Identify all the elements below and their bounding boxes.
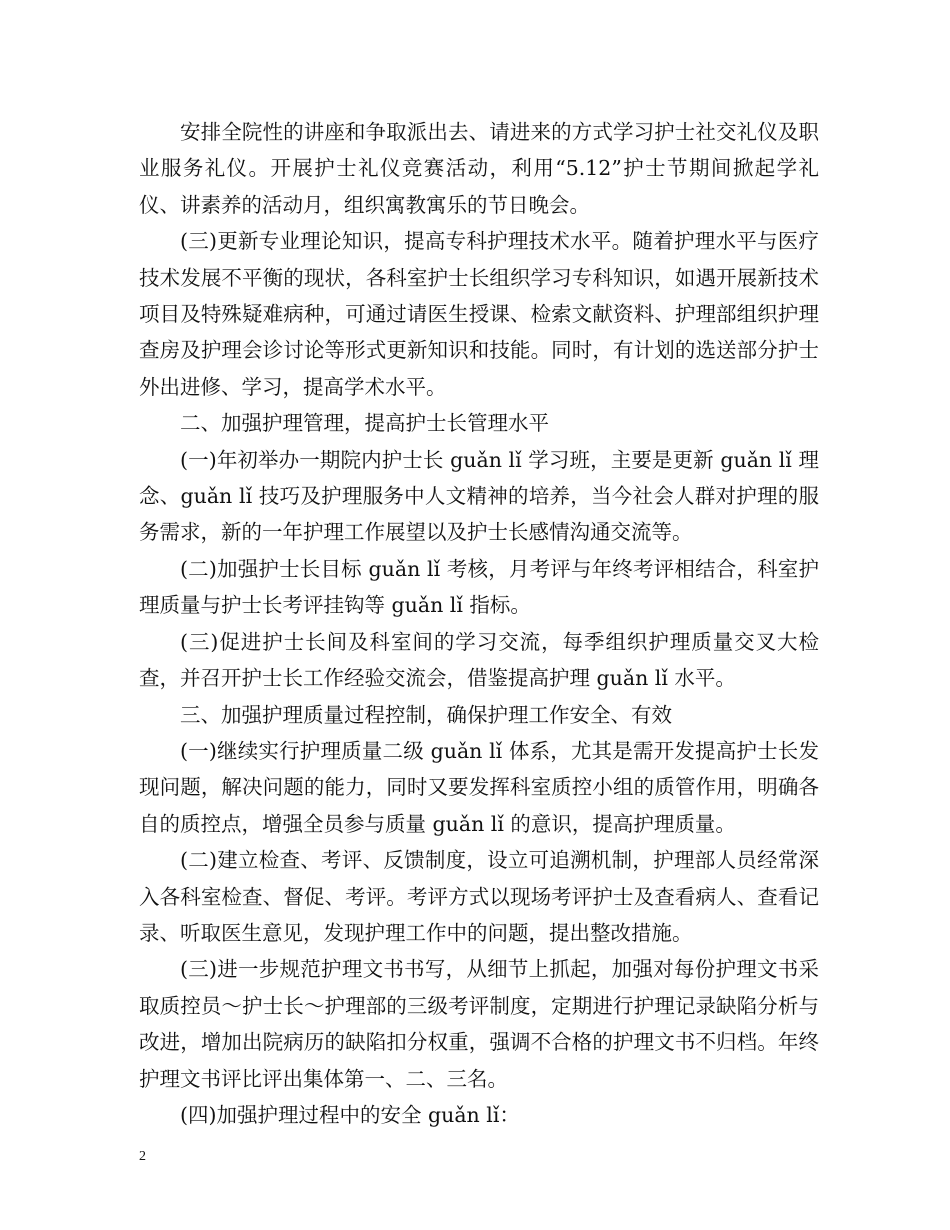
- section-heading-management: 二、加强护理管理，提高护士长管理水平: [180, 411, 549, 436]
- paragraph-exchange: (三)促进护士长间及科室间的学习交流，每季组织护理质量交叉大检查，并召开护士长工作经验交流会，借鉴提高护理 guǎn lǐ 水平。: [139, 629, 819, 691]
- paragraph-documentation: (三)进一步规范护理文书书写，从细节上抓起，加强对每份护理文书采取质控员～护士长～护理部的三级考评制度，定期进行护理记录缺陷分析与改进，增加出院病历的缺陷扣分权重，强调不合格的护理文书不归档。年终护理文书评比评出集体第一、二、三名。: [139, 957, 819, 1091]
- document-body: [139, 114, 819, 1133]
- section-heading-quality-control: 三、加强护理质量过程控制，确保护理工作安全、有效: [180, 702, 672, 727]
- paragraph-target-assessment: (二)加强护士长目标 guǎn lǐ 考核，月考评与年终考评相结合，科室护理质量与护士长考评挂钩等 guǎn lǐ 指标。: [139, 556, 819, 618]
- page-number: 2: [139, 1149, 146, 1164]
- paragraph-two-level-system: (一)继续实行护理质量二级 guǎn lǐ 体系，尤其是需开发提高护士长发现问题，解决问题的能力，同时又要发挥科室质控小组的质管作用，明确各自的质控点，增强全员参与质量 guǎn lǐ 的意识，提高护理质量。: [139, 738, 819, 836]
- paragraph-professional-knowledge: (三)更新专业理论知识，提高专科护理技术水平。随着护理水平与医疗技术发展不平衡的现状，各科室护士长组织学习专科知识，如遇开展新技术项目及特殊疑难病种，可通过请医生授课、检索文献资料、护理部组织护理查房及护理会诊讨论等形式更新知识和技能。同时，有计划的选送部分护士外出进修、学习，提高学术水平。: [139, 229, 819, 399]
- paragraph-inspection-system: (二)建立检查、考评、反馈制度，设立可追溯机制，护理部人员经常深入各科室检查、督促、考评。考评方式以现场考评护士及查看病人、查看记录、听取医生意见，发现护理工作中的问题，提出整改措施。: [139, 848, 819, 945]
- paragraph-safety-management: (四)加强护理过程中的安全 guǎn lǐ：: [180, 1102, 520, 1127]
- paragraph-etiquette-training: 安排全院性的讲座和争取派出去、请进来的方式学习护士社交礼仪及职业服务礼仪。开展护士礼仪竞赛活动，利用“5.12”护士节期间掀起学礼仪、讲素养的活动月，组织寓教寓乐的节日晚会。: [139, 120, 819, 217]
- paragraph-head-nurse-training: (一)年初举办一期院内护士长 guǎn lǐ 学习班，主要是更新 guǎn lǐ 理念、guǎn lǐ 技巧及护理服务中人文精神的培养，当今社会人群对护理的服务需求，新的一年护理工作展望以及护士长感情沟通交流等。: [139, 447, 819, 545]
